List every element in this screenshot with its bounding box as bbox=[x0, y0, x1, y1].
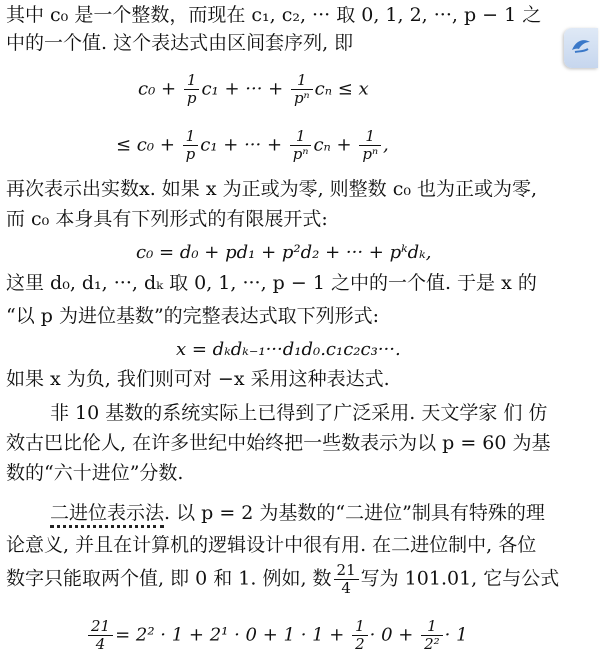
text-line-6: “以 p 为进位基数”的完整表达式取下列形式: bbox=[6, 305, 380, 327]
text-line-7: 如果 x 为负, 我们则可对 −x 采用这种表达式. bbox=[6, 368, 390, 390]
inequality-line-1: c₀ + $\frac{1}{p}$ c₁ + ··· + $\frac{1}{\text{pⁿ}}$ cₙ ≤ x bbox=[138, 71, 369, 107]
equation-base-p-expansion: x = dₖdₖ₋₁···d₁d₀.c₁c₂c₃···. bbox=[176, 339, 401, 360]
text-line-4: 而 c₀ 本身具有下列形式的有限展开式: bbox=[6, 208, 328, 230]
text-line-10: 数的“六十进位”分数. bbox=[6, 462, 184, 484]
floating-side-button[interactable] bbox=[564, 28, 598, 68]
bird-logo-icon bbox=[570, 36, 592, 58]
text-line-2: 中的一个值. 这个表达式由区间套序列, 即 bbox=[6, 32, 354, 54]
text-line-11: 二进位表示法. 以 p = 2 为基数的“二进位”制具有特殊的理 bbox=[50, 500, 545, 526]
equation-binary-example: $\frac{21}{4}$ = 2² · 1 + 2¹ · 0 + 1 · 1 + $\frac{1}{2}$ · 0 + $\frac{1}{\text{2²}}$ · 1 bbox=[86, 618, 468, 653]
text-line-12: 论意义, 并且在计算机的逻辑设计中很有用. 在二进位制中, 各位 bbox=[6, 534, 537, 556]
text-line-5: 这里 d₀, d₁, ···, dₖ 取 0, 1, ···, p − 1 之中的一个值. 于是 x 的 bbox=[6, 272, 537, 294]
text-line-9: 效古巴比伦人, 在许多世纪中始终把一些数表示为以 p = 60 为基 bbox=[6, 432, 551, 454]
text-line-3: 再次表示出实数x. 如果 x 为正或为零, 则整数 c₀ 也为正或为零, bbox=[6, 178, 538, 200]
inequality-line-2: ≤ c₀ + $\frac{1}{p}$ c₁ + ··· + $\frac{1}{\text{pⁿ}}$ cₙ + $\frac{1}{\text{pⁿ}}$ , bbox=[116, 127, 389, 163]
equation-c0-expansion: c₀ = d₀ + pd₁ + p²d₂ + ··· + pᵏdₖ, bbox=[136, 242, 432, 263]
text-line-1: 其中 c₀ 是一个整数，而现在 c₁, c₂, ··· 取 0, 1, 2, ···, p − 1 之 bbox=[6, 4, 542, 26]
section-heading-binary: 二进位表示法 bbox=[50, 502, 164, 528]
text-line-13: 数字只能取两个值, 即 0 和 1. 例如, 数 $\frac{21}{4}$ 写为 101.01, 它与公式 bbox=[6, 561, 560, 597]
text-line-8: 非 10 基数的系统实际上已得到了广泛采用. 天文学家 们 仿 bbox=[50, 402, 548, 424]
